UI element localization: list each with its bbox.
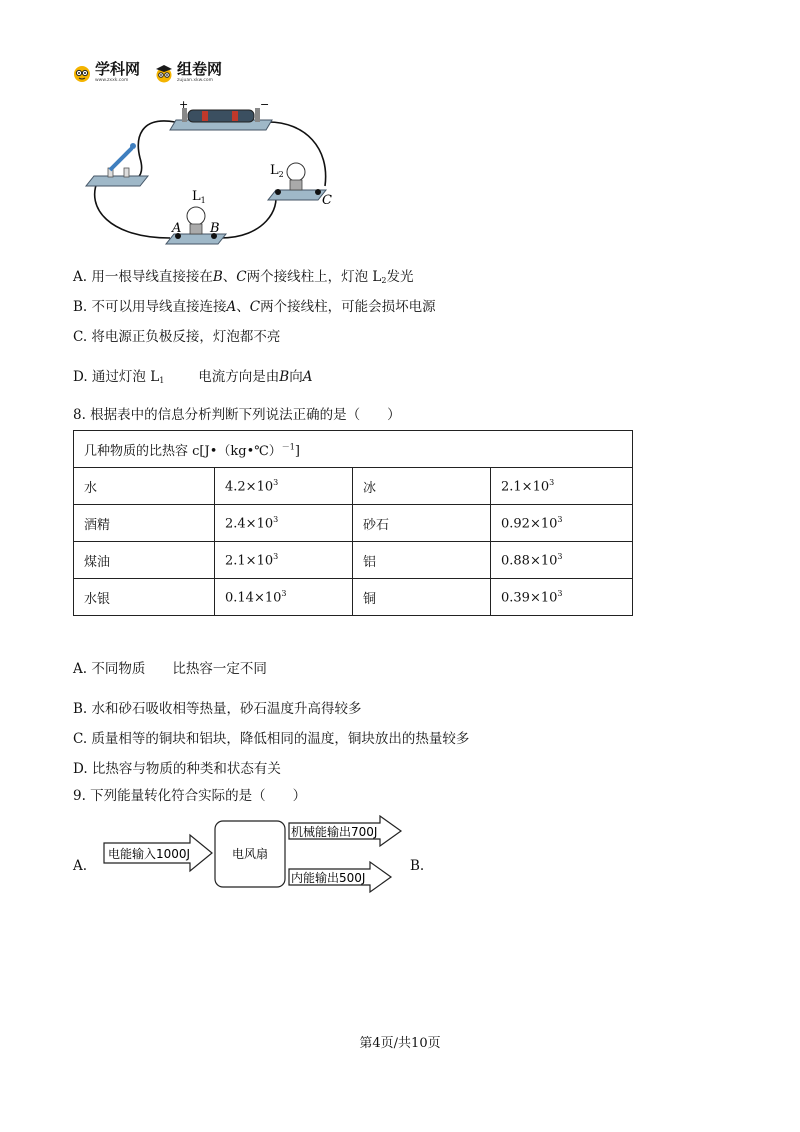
q7-option-c: C. 将电源正负极反接，灯泡都不亮 (73, 329, 281, 345)
substance-cell: 铝 (353, 542, 491, 579)
table-row (74, 505, 633, 542)
logo-xuekewang (72, 62, 140, 84)
owl-cap-icon (154, 63, 174, 83)
value-cell: $0.39\times 10^3$ (491, 579, 633, 616)
wire (220, 193, 276, 238)
logo-name: 组卷网 (177, 60, 223, 78)
value-cell: $4.2\times 10^3$ (215, 468, 353, 505)
logo-url: www.zxxk.com (95, 78, 129, 83)
q8-option-b: B. 水和砂石吸收相等热量，砂石温度升高得较多 (73, 701, 362, 717)
table-header-row (74, 431, 633, 468)
battery (188, 110, 254, 122)
q7-option-b: B. 不可以用导线直接连接A、C两个接线柱，可能会损坏电源 (73, 299, 436, 315)
table-row (74, 542, 633, 579)
logo-url: zujuan.xkw.com (177, 78, 213, 83)
substance-cell: 酒精 (74, 505, 215, 542)
input-label: 电能输入1000J (108, 847, 191, 861)
substance-cell: 水银 (74, 579, 215, 616)
page-footer: 第4页/共10页 (359, 1036, 441, 1051)
label-b: B (210, 221, 220, 236)
switch-base (86, 176, 148, 186)
value-cell: $0.14\times 10^3$ (215, 579, 353, 616)
value-cell: $0.88\times 10^3$ (491, 542, 633, 579)
specific-heat-table (73, 430, 633, 616)
battery-minus: − (260, 98, 270, 111)
label-c: C (322, 193, 332, 208)
header-logos (72, 62, 222, 84)
q8-stem: 8. 根据表中的信息分析判断下列说法正确的是（ ） (73, 407, 401, 423)
wire (95, 180, 170, 238)
table-row (74, 468, 633, 505)
q9-stem: 9. 下列能量转化符合实际的是（ ） (73, 788, 307, 804)
circuit-diagram (80, 98, 350, 258)
label-l2: $L_2$ (270, 163, 284, 179)
substance-cell: 冰 (353, 468, 491, 505)
value-cell: $2.1\times 10^3$ (491, 468, 633, 505)
value-cell: $2.4\times 10^3$ (215, 505, 353, 542)
substance-cell: 煤油 (74, 542, 215, 579)
device-label: 电风扇 (231, 847, 269, 861)
bulb-l2 (287, 163, 305, 181)
q7-option-a: A. 用一根导线直接接在B、C两个接线柱上，灯泡 $L_2$发光 (73, 269, 414, 285)
q9-option-a-label: A. (73, 858, 88, 874)
logo-zujuanwang (154, 62, 222, 84)
logo-name: 学科网 (95, 60, 141, 78)
owl-face-icon (72, 63, 92, 83)
substance-cell: 铜 (353, 579, 491, 616)
substance-cell: 水 (74, 468, 215, 505)
label-l1: $L_1$ (192, 189, 206, 205)
table-row (74, 579, 633, 616)
switch-lever (110, 148, 132, 170)
value-cell: $2.1\times 10^3$ (215, 542, 353, 579)
q8-option-a: A. 不同物质 比热容一定不同 (73, 661, 267, 677)
table-header: 几种物质的比热容 c[J•（kg•℃）$^{-1}$] (74, 431, 633, 468)
bulb-l1 (187, 207, 205, 225)
q8-option-d: D. 比热容与物质的种类和状态有关 (73, 761, 281, 777)
battery-plus: + (179, 98, 189, 111)
output-mechanical-label: 机械能输出700J (291, 825, 378, 839)
output-internal-label: 内能输出500J (291, 871, 366, 885)
label-a: A (172, 221, 182, 236)
substance-cell: 砂石 (353, 505, 491, 542)
q9-option-b-label: B. (410, 858, 425, 874)
q8-option-c: C. 质量相等的铜块和铝块，降低相同的温度，铜块放出的热量较多 (73, 731, 470, 747)
value-cell: $0.92\times 10^3$ (491, 505, 633, 542)
energy-flow-diagram (100, 815, 410, 895)
q7-option-d: D. 通过灯泡 $L_1$ 电流方向是由B向A (73, 369, 313, 385)
